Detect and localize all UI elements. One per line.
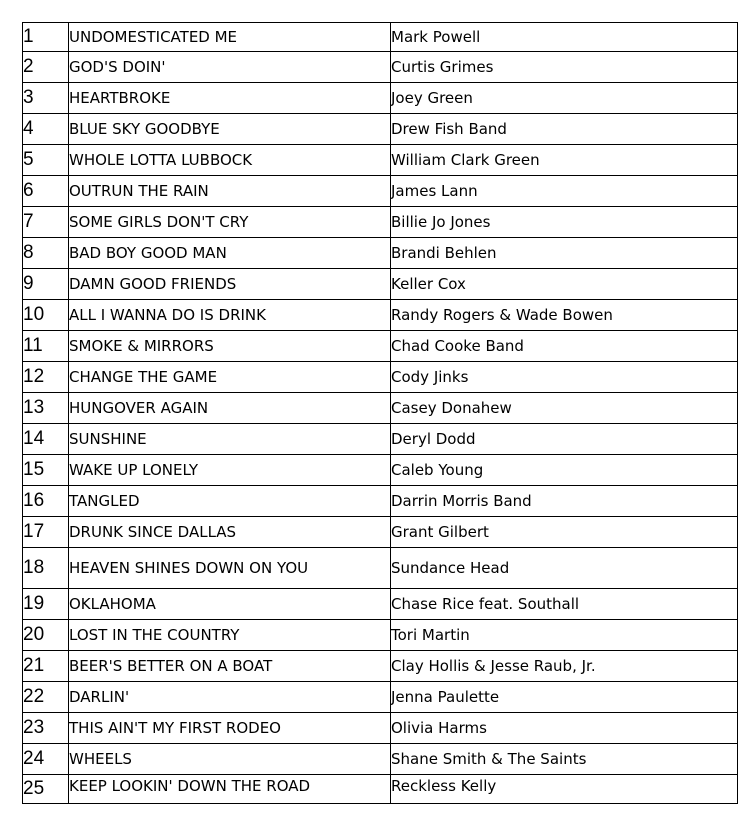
rank-cell: 17 (23, 517, 69, 548)
rank-cell: 7 (23, 207, 69, 238)
artist-cell: Reckless Kelly (391, 775, 738, 804)
table-row (23, 145, 738, 176)
table-row (23, 238, 738, 269)
song-title-cell: HUNGOVER AGAIN (69, 393, 391, 424)
rank-cell: 1 (23, 23, 69, 52)
rank-cell: 4 (23, 114, 69, 145)
rank-cell: 24 (23, 744, 69, 775)
artist-cell: James Lann (391, 176, 738, 207)
table-row (23, 744, 738, 775)
table-row (23, 269, 738, 300)
rank-cell: 6 (23, 176, 69, 207)
song-title-cell: SMOKE & MIRRORS (69, 331, 391, 362)
song-title-cell: DARLIN' (69, 682, 391, 713)
table-row (23, 548, 738, 589)
chart-table (22, 22, 738, 804)
table-row (23, 589, 738, 620)
rank-cell: 19 (23, 589, 69, 620)
song-title-cell: SUNSHINE (69, 424, 391, 455)
table-row (23, 517, 738, 548)
rank-cell: 21 (23, 651, 69, 682)
song-title-cell: CHANGE THE GAME (69, 362, 391, 393)
song-title-cell: GOD'S DOIN' (69, 52, 391, 83)
song-title-cell: DRUNK SINCE DALLAS (69, 517, 391, 548)
song-title-cell: UNDOMESTICATED ME (69, 23, 391, 52)
song-title-cell: LOST IN THE COUNTRY (69, 620, 391, 651)
rank-cell: 15 (23, 455, 69, 486)
song-title-cell: WAKE UP LONELY (69, 455, 391, 486)
artist-cell: Casey Donahew (391, 393, 738, 424)
chart-body (23, 23, 738, 804)
artist-cell: Caleb Young (391, 455, 738, 486)
song-title-cell: WHOLE LOTTA LUBBOCK (69, 145, 391, 176)
artist-cell: Grant Gilbert (391, 517, 738, 548)
rank-cell: 5 (23, 145, 69, 176)
song-title-cell: HEARTBROKE (69, 83, 391, 114)
artist-cell: Darrin Morris Band (391, 486, 738, 517)
artist-cell: Randy Rogers & Wade Bowen (391, 300, 738, 331)
song-title-cell: DAMN GOOD FRIENDS (69, 269, 391, 300)
table-row (23, 207, 738, 238)
artist-cell: Joey Green (391, 83, 738, 114)
song-title-cell: BAD BOY GOOD MAN (69, 238, 391, 269)
rank-cell: 25 (23, 775, 69, 804)
artist-cell: William Clark Green (391, 145, 738, 176)
rank-cell: 2 (23, 52, 69, 83)
artist-cell: Keller Cox (391, 269, 738, 300)
table-row (23, 331, 738, 362)
rank-cell: 10 (23, 300, 69, 331)
table-row (23, 713, 738, 744)
table-row (23, 455, 738, 486)
song-title-cell: TANGLED (69, 486, 391, 517)
table-row (23, 23, 738, 52)
song-title-cell: ALL I WANNA DO IS DRINK (69, 300, 391, 331)
table-row (23, 775, 738, 804)
rank-cell: 3 (23, 83, 69, 114)
table-row (23, 486, 738, 517)
rank-cell: 22 (23, 682, 69, 713)
table-row (23, 620, 738, 651)
artist-cell: Drew Fish Band (391, 114, 738, 145)
artist-cell: Chase Rice feat. Southall (391, 589, 738, 620)
song-title-cell: OUTRUN THE RAIN (69, 176, 391, 207)
table-row (23, 83, 738, 114)
rank-cell: 14 (23, 424, 69, 455)
song-title-cell: HEAVEN SHINES DOWN ON YOU (69, 548, 391, 589)
table-row (23, 424, 738, 455)
rank-cell: 20 (23, 620, 69, 651)
artist-cell: Brandi Behlen (391, 238, 738, 269)
song-title-cell: THIS AIN'T MY FIRST RODEO (69, 713, 391, 744)
artist-cell: Curtis Grimes (391, 52, 738, 83)
song-title-cell: BEER'S BETTER ON A BOAT (69, 651, 391, 682)
artist-cell: Sundance Head (391, 548, 738, 589)
artist-cell: Billie Jo Jones (391, 207, 738, 238)
table-row (23, 300, 738, 331)
artist-cell: Mark Powell (391, 23, 738, 52)
rank-cell: 8 (23, 238, 69, 269)
rank-cell: 13 (23, 393, 69, 424)
artist-cell: Shane Smith & The Saints (391, 744, 738, 775)
artist-cell: Jenna Paulette (391, 682, 738, 713)
artist-cell: Cody Jinks (391, 362, 738, 393)
table-row (23, 682, 738, 713)
table-row (23, 362, 738, 393)
artist-cell: Tori Martin (391, 620, 738, 651)
song-title-cell: SOME GIRLS DON'T CRY (69, 207, 391, 238)
song-title-cell: OKLAHOMA (69, 589, 391, 620)
song-title-cell: KEEP LOOKIN' DOWN THE ROAD (69, 775, 391, 804)
artist-cell: Clay Hollis & Jesse Raub, Jr. (391, 651, 738, 682)
rank-cell: 9 (23, 269, 69, 300)
rank-cell: 18 (23, 548, 69, 589)
artist-cell: Deryl Dodd (391, 424, 738, 455)
rank-cell: 23 (23, 713, 69, 744)
rank-cell: 12 (23, 362, 69, 393)
song-title-cell: BLUE SKY GOODBYE (69, 114, 391, 145)
table-row (23, 651, 738, 682)
rank-cell: 11 (23, 331, 69, 362)
artist-cell: Olivia Harms (391, 713, 738, 744)
table-row (23, 176, 738, 207)
rank-cell: 16 (23, 486, 69, 517)
song-title-cell: WHEELS (69, 744, 391, 775)
artist-cell: Chad Cooke Band (391, 331, 738, 362)
table-row (23, 114, 738, 145)
table-row (23, 52, 738, 83)
table-row (23, 393, 738, 424)
